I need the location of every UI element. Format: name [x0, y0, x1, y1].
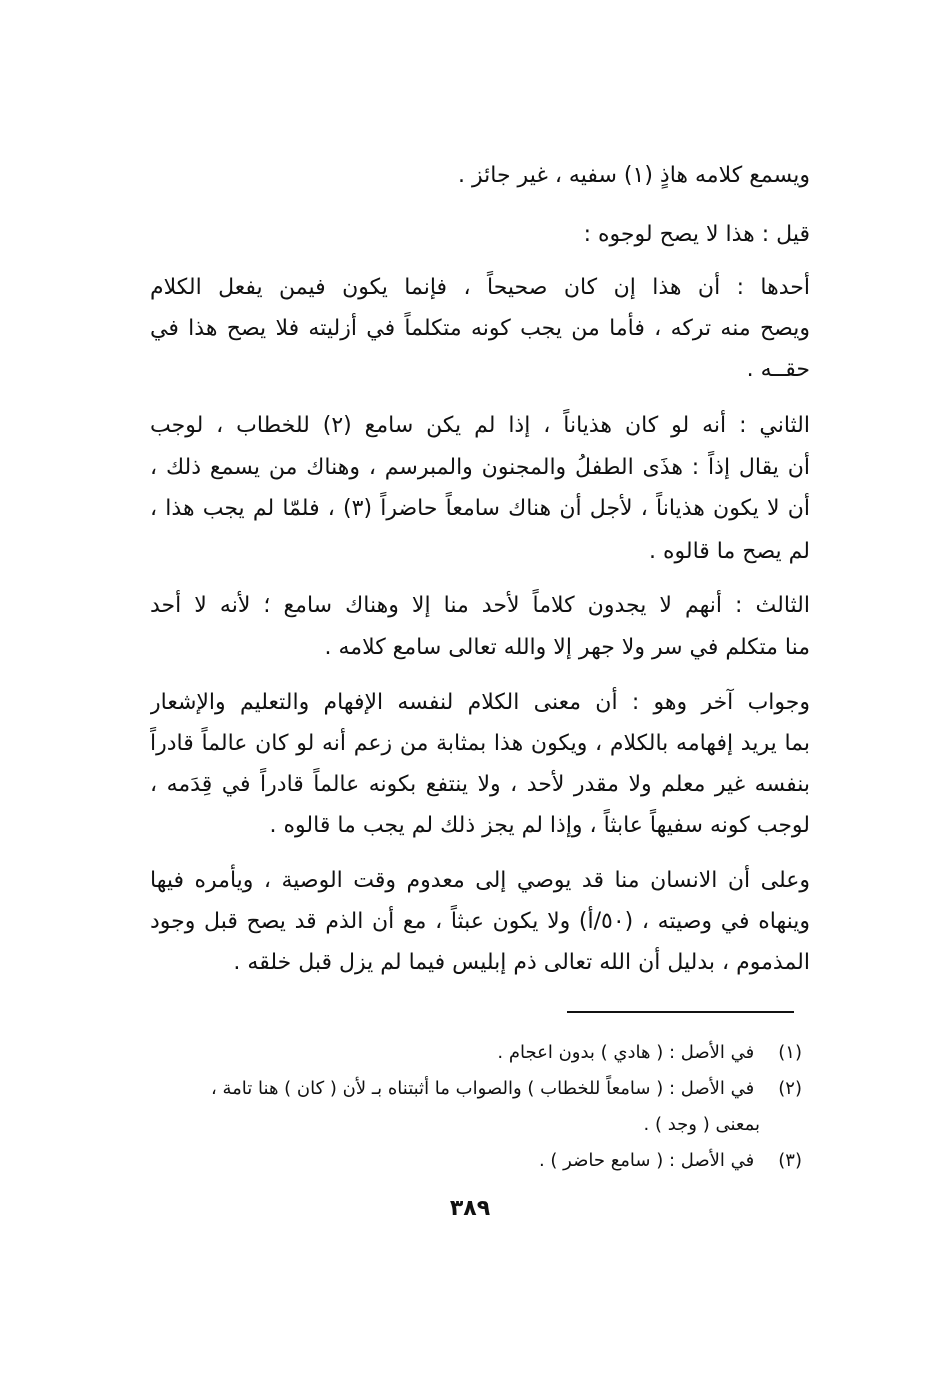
body-text: [150, 0, 810, 1000]
footnote-2: [152, 1074, 802, 1104]
footnote-number: (٢): [778, 1078, 802, 1099]
footnote-1: [152, 1038, 802, 1068]
text-line: أن لا يكون هذياناً ، لأجل أن هناك سامعاً حاضراً (٣) ، فلمّا لم يجب هذا ،: [150, 496, 810, 521]
text-line: ويصح منه تركه ، فأما من يجب كونه متكلماً في أزليته فلا يصح هذا في: [150, 316, 810, 341]
text-line: أحدها : أن هذا إن كان صحيحاً ، فإنما يكون فيمن يفعل الكلام: [150, 275, 810, 300]
text-line: ويسمع كلامه هاذٍ (١) سفيه ، غير جائز .: [458, 163, 810, 188]
text-line: أن يقال إذاً : هذَى الطفلُ والمجنون والمبرسم ، وهناك من يسمع ذلك ،: [150, 455, 810, 480]
footnote-text: في الأصل : ( سامع حاضر ) .: [538, 1150, 755, 1171]
text-line: منا متكلم في سر ولا جهر إلا والله تعالى سامع كلامه .: [324, 635, 810, 660]
text-line: الثالث : أنهم لا يجدون كلاماً لأحد منا إلا وهناك سامع ؛ لأنه لا أحد: [150, 593, 810, 618]
text-line: قيل : هذا لا يصح لوجوه :: [583, 222, 810, 247]
text-line: بنفسه غير معلم ولا مقدر لأحد ، ولا ينتفع بكونه عالماً قادراً في قِدَمه ،: [150, 772, 810, 797]
footnote-2-continuation: بمعنى ( وجد ) .: [643, 1114, 760, 1135]
footnote-number: (١): [778, 1042, 802, 1063]
page-number: ٣٨٩: [449, 1196, 491, 1221]
footnote-text: في الأصل : ( سامعاً للخطاب ) والصواب ما أثبتناه بـ لأن ( كان ) هنا تامة ،: [210, 1078, 755, 1099]
text-line: الثاني : أنه لو كان هذياناً ، إذا لم يكن سامع (٢) للخطاب ، لوجب: [150, 413, 810, 438]
text-line: وعلى أن الانسان منا قد يوصي إلى معدوم وقت الوصية ، ويأمره فيها: [150, 868, 810, 893]
footnote-divider: [567, 1011, 794, 1013]
text-line: وينهاه في وصيته ، (٥٠/أ) ولا يكون عبثاً ، مع أن الذم قد يصح قبل وجود: [150, 909, 810, 934]
footnote-text: في الأصل : ( هادي ) بدون اعجام .: [497, 1042, 755, 1063]
footnote-number: (٣): [778, 1150, 802, 1171]
text-line: وجواب آخر وهو : أن معنى الكلام لنفسه الإفهام والتعليم والإشعار: [150, 690, 810, 715]
text-line: لم يصح ما قالوه .: [648, 539, 810, 564]
text-line: حقــه .: [746, 357, 810, 382]
text-line: المذموم ، بدليل أن الله تعالى ذم إبليس فيما لم يزل قبل خلقه .: [233, 950, 810, 975]
text-line: بما يريد إفهامه بالكلام ، ويكون هذا بمثابة من زعم أنه لو كان عالماً قادراً: [150, 731, 810, 756]
footnote-3: [152, 1146, 802, 1176]
text-line: لوجب كونه سفيهاً عابثاً ، وإذا لم يجز ذلك لم يجب ما قالوه .: [269, 813, 810, 838]
